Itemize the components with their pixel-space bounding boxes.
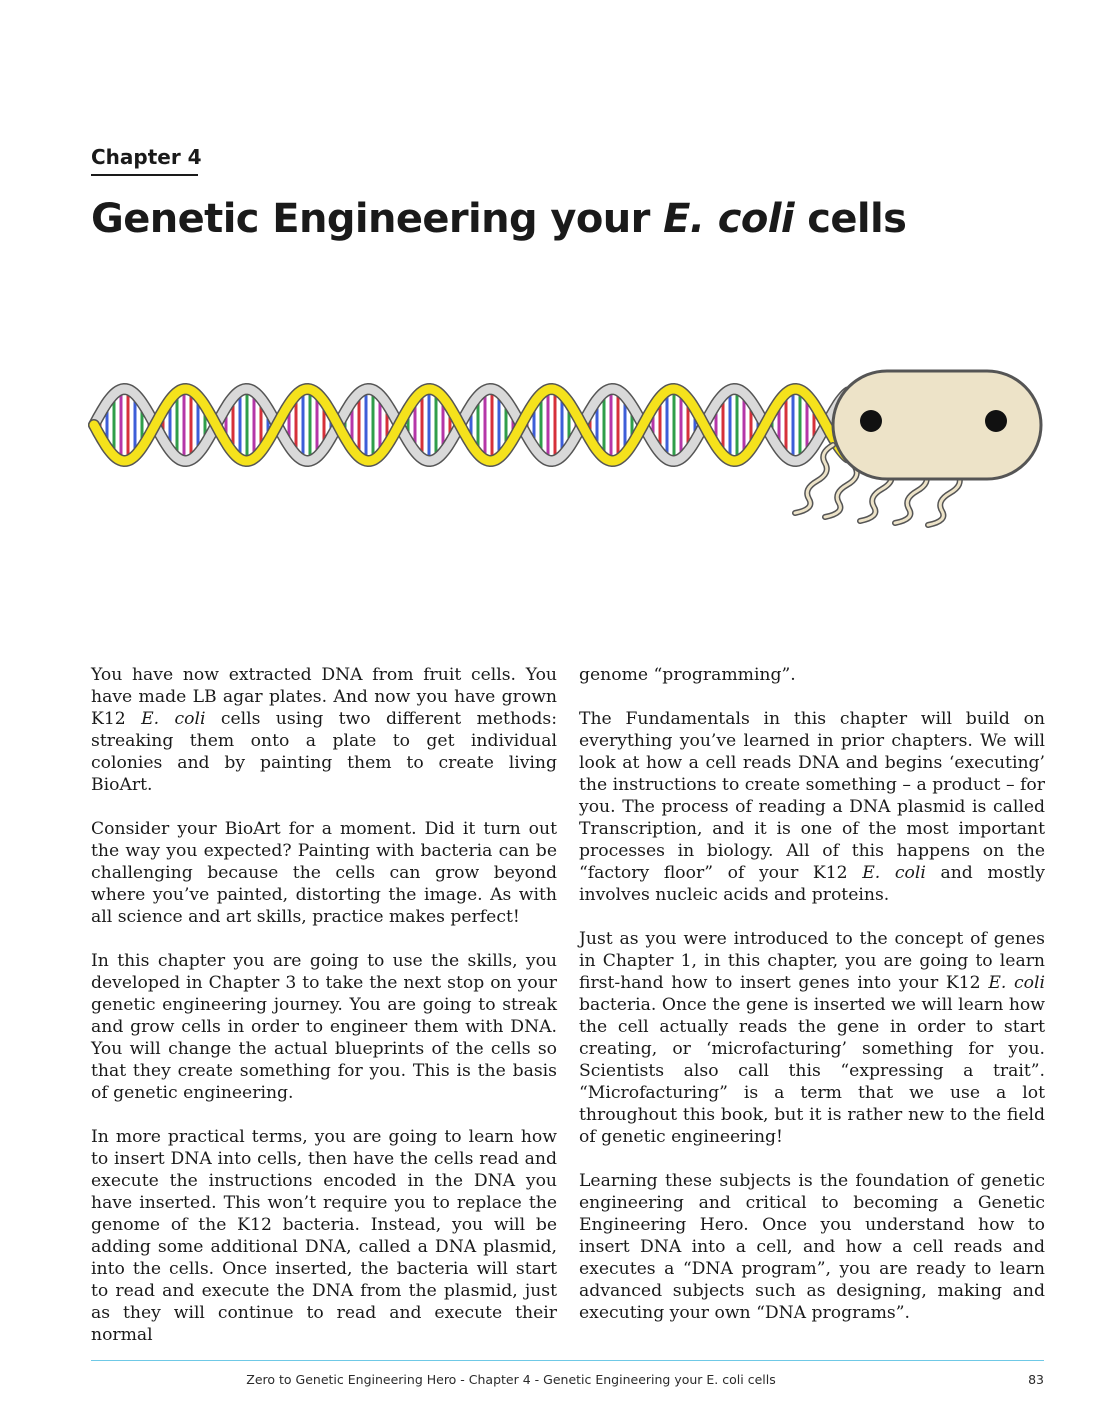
footer-text: Zero to Genetic Engineering Hero - Chapter 4 - Genetic Engineering your E. coli cells	[246, 1372, 776, 1387]
body-paragraph	[579, 1170, 1045, 1324]
right-column	[579, 664, 1045, 1346]
italic-term: E. coli	[988, 973, 1045, 993]
chapter-label: Chapter 4	[91, 145, 202, 169]
page-title	[91, 196, 906, 242]
text-run: Learning these subjects is the foundation of genetic engineering and critical to becoming a Genetic Engineering Hero. Once you understand how to insert DNA into a cell, and how a cell reads and executes a “DNA program”, you are ready to learn advanced subjects such as designing, making and executing your own “DNA programs”.	[579, 1171, 1045, 1323]
italic-term: E. coli	[141, 709, 206, 729]
dna-bacterium-illustration	[88, 365, 1048, 535]
text-run: In this chapter you are going to use the skills, you developed in Chapter 3 to take the next stop on your genetic engineering journey. You are going to streak and grow cells in order to engineer them with DNA. You will change the actual blueprints of the cells so that they create something for you. This is the basis of genetic engineering.	[91, 951, 557, 1103]
left-column	[91, 664, 557, 1368]
body-paragraph	[91, 664, 557, 796]
chapter-underline	[91, 174, 198, 176]
body-paragraph	[579, 708, 1045, 906]
title-part-1: Genetic Engineering your	[91, 196, 664, 242]
body-paragraph	[579, 928, 1045, 1148]
text-run: bacteria. Once the gene is inserted we will learn how the cell actually reads the gene in order to start creating, or ‘microfacturing’ something for you. Scientists also call this “expressing a trait”. “Microfacturing” is a term that we use a lot throughout this book, but it is rather new to the field of genetic engineering!	[579, 995, 1045, 1147]
text-run: and mostly involves nucleic acids and proteins.	[579, 863, 1046, 905]
text-run: cells using two different methods: streaking them onto a plate to get individual colonies and by painting them to create living BioArt.	[91, 709, 557, 795]
page-number: 83	[1028, 1372, 1044, 1387]
body-paragraph	[91, 818, 557, 928]
title-italic: E. coli	[663, 196, 794, 242]
footer-rule	[91, 1360, 1044, 1361]
text-run: genome “programming”.	[579, 665, 796, 685]
text-run: You have now extracted DNA from fruit cells. You have made LB agar plates. And now you have grown K12	[91, 665, 557, 729]
text-run: Consider your BioArt for a moment. Did it turn out the way you expected? Painting with bacteria can be challenging because the cells can grow beyond where you’ve painted, distorting the image. As with all science and art skills, practice makes perfect!	[91, 819, 557, 927]
body-paragraph	[91, 950, 557, 1104]
ecoli-eye-right	[985, 410, 1007, 432]
text-run: The Fundamentals in this chapter will build on everything you’ve learned in prior chapters. We will look at how a cell reads DNA and begins ‘executing’ the instructions to create something – a product – for you. The process of reading a DNA plasmid is called Transcription, and it is one of the most important processes in biology. All of this happens on the “factory floor” of your K12	[579, 709, 1045, 883]
text-run: Just as you were introduced to the concept of genes in Chapter 1, in this chapter, you are going to learn first-hand how to insert genes into your K12	[579, 929, 1045, 993]
title-part-2: cells	[793, 196, 907, 242]
italic-term: E. coli	[862, 863, 926, 883]
body-paragraph	[91, 1126, 557, 1346]
text-run: In more practical terms, you are going to learn how to insert DNA into cells, then have the cells read and execute the instructions encoded in the DNA you have inserted. This won’t require you to replace the genome of the K12 bacteria. Instead, you will be adding some additional DNA, called a DNA plasmid, into the cells. Once inserted, the bacteria will start to read and execute the DNA from the plasmid, just as they will continue to read and execute their normal	[91, 1127, 557, 1345]
ecoli-eye-left	[860, 410, 882, 432]
body-paragraph	[579, 664, 1045, 686]
